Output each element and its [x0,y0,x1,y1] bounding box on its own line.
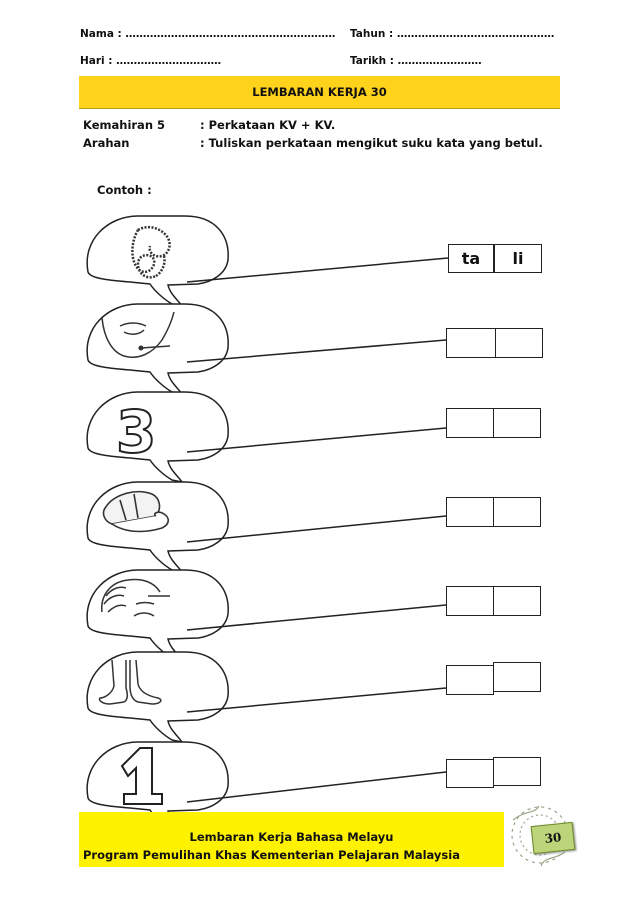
nama-field: Nama : …………………………………………………… [80,28,336,40]
item-6-bubble [87,652,228,742]
skill-label: Kemahiran 5 [83,118,166,132]
tarikh-field: Tarikh : …………………… [350,55,482,67]
worksheet-title: LEMBARAN KERJA 30 [252,85,387,99]
item-5-bubble [87,570,228,660]
item-2-syllable-box-1[interactable] [446,328,496,358]
example-label: Contoh : [97,183,152,197]
item-6-syllable-box-2[interactable] [493,662,541,692]
item-2-bubble [87,304,228,394]
skill-value: : Perkataan KV + KV. [200,118,336,132]
item-4-bubble [87,482,228,572]
page-number-badge: 30 [531,822,576,854]
footer-line-2: Program Pemulihan Khas Kementerian Pelajaran Malaysia [83,848,460,862]
item-1-bubble [87,216,228,306]
item-3-syllable-box-1[interactable] [446,408,494,438]
item-4-syllable-box-2[interactable] [493,497,541,527]
item-5-syllable-box-2[interactable] [493,586,541,616]
footer-line-1: Lembaran Kerja Bahasa Melayu [189,830,394,844]
instruction-value: : Tuliskan perkataan mengikut suku kata yang betul. [200,136,543,150]
tahun-field: Tahun : ……………………………………… [350,28,555,40]
instruction-label: Arahan [83,136,130,150]
item-7-syllable-box-1[interactable] [446,759,494,788]
item-6-syllable-box-1[interactable] [446,665,494,695]
hari-field: Hari : ………………………… [80,55,222,67]
example-syllable-box-2: li [494,244,542,273]
item-7-syllable-box-2[interactable] [493,757,541,786]
item-4-syllable-box-1[interactable] [446,497,494,527]
number-three-icon: 3 [116,398,157,466]
item-2-syllable-box-2[interactable] [495,328,543,358]
footer-bar [79,812,504,867]
item-5-syllable-box-1[interactable] [446,586,494,616]
item-3-syllable-box-2[interactable] [493,408,541,438]
example-syllable-box-1: ta [448,244,494,273]
item-3-bubble [87,392,228,482]
